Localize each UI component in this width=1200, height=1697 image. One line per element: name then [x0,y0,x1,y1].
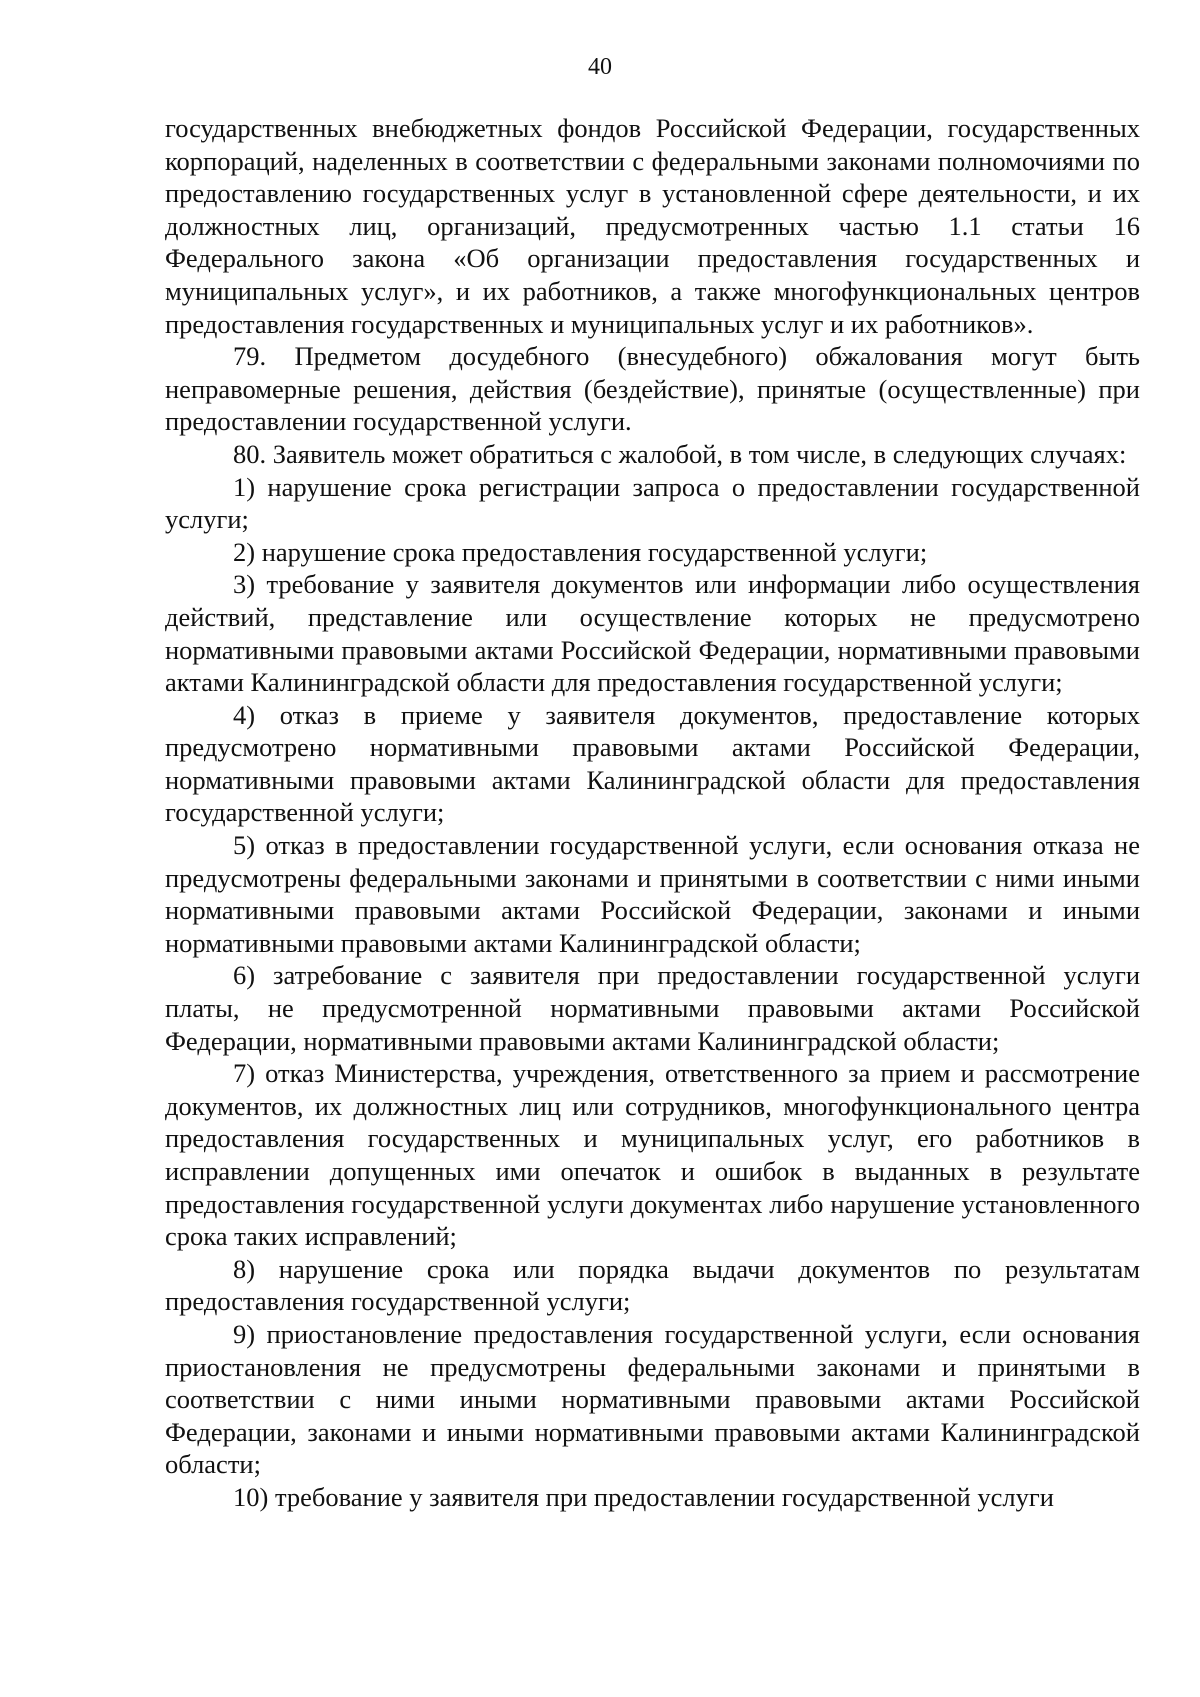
paragraph-item-80: 80. Заявитель может обратиться с жалобой, в том числе, в следующих случаях: [233,438,1127,469]
list-item-1: 1) нарушение срока регистрации запроса о предоставлении государственной услуги; [165,471,1140,535]
list-item-6: 6) затребование с заявителя при предоставлении государственной услуги платы, не предусмотренной нормативными правовыми актами Российской Федерации, нормативными правовыми актами Калининградской области; [165,960,1140,1056]
list-item-7: 7) отказ Министерства, учреждения, ответственного за прием и рассмотрение документов, их должностных лиц или сотрудников, многофункционального центра предоставления государственных и муниципальных услуг, его работников в исправлении допущенных ими опечаток и ошибок в выданных в результате предоставления государственной услуги документах либо нарушение установленного срока таких исправлений; [165,1058,1140,1252]
list-item-2: 2) нарушение срока предоставления государственной услуги; [233,536,928,567]
list-item-10: 10) требование у заявителя при предоставлении государственной услуги [233,1481,1054,1512]
paragraph-continuation: государственных внебюджетных фондов Российской Федерации, государственных корпораций, наделенных в соответствии с федеральными законами полномочиями по предоставлению государственных услуг в установленной сфере деятельности, и их должностных лиц, организаций, предусмотренных частью 1.1 статьи 16 Федерального закона «Об организации предоставления государственных и муниципальных услуг», и их работников, а также многофункциональных центров предоставления государственных и муниципальных услуг и их работников». [165,113,1140,339]
list-item-5: 5) отказ в предоставлении государственной услуги, если основания отказа не предусмотрены федеральными законами и принятыми в соответствии с ними иными нормативными правовыми актами Российской Федерации, законами и иными нормативными правовыми актами Калининградской области; [165,830,1140,958]
document-body [165,112,1140,1514]
list-item-3: 3) требование у заявителя документов или информации либо осуществления действий, представление или осуществление которых не предусмотрено нормативными правовыми актами Российской Федерации, нормативными правовыми актами Калининградской области для предоставления государственной услуги; [165,569,1140,698]
list-item-9: 9) приостановление предоставления государственной услуги, если основания приостановления не предусмотрены федеральными законами и принятыми в соответствии с ними иными нормативными правовыми актами Российской Федерации, законами и иными нормативными правовыми актами Калининградской области; [165,1318,1140,1480]
page-number: 40 [588,54,612,80]
list-item-8: 8) нарушение срока или порядка выдачи документов по результатам предоставления государственной услуги; [165,1253,1140,1317]
list-item-4: 4) отказ в приеме у заявителя документов, предоставление которых предусмотрено нормативными правовыми актами Российской Федерации, нормативными правовыми актами Калининградской области для предоставления государственной услуги; [165,699,1140,828]
paragraph-item-79: 79. Предметом досудебного (внесудебного) обжалования могут быть неправомерные решения, действия (бездействие), принятые (осуществленные) при предоставлении государственной услуги. [165,341,1140,437]
